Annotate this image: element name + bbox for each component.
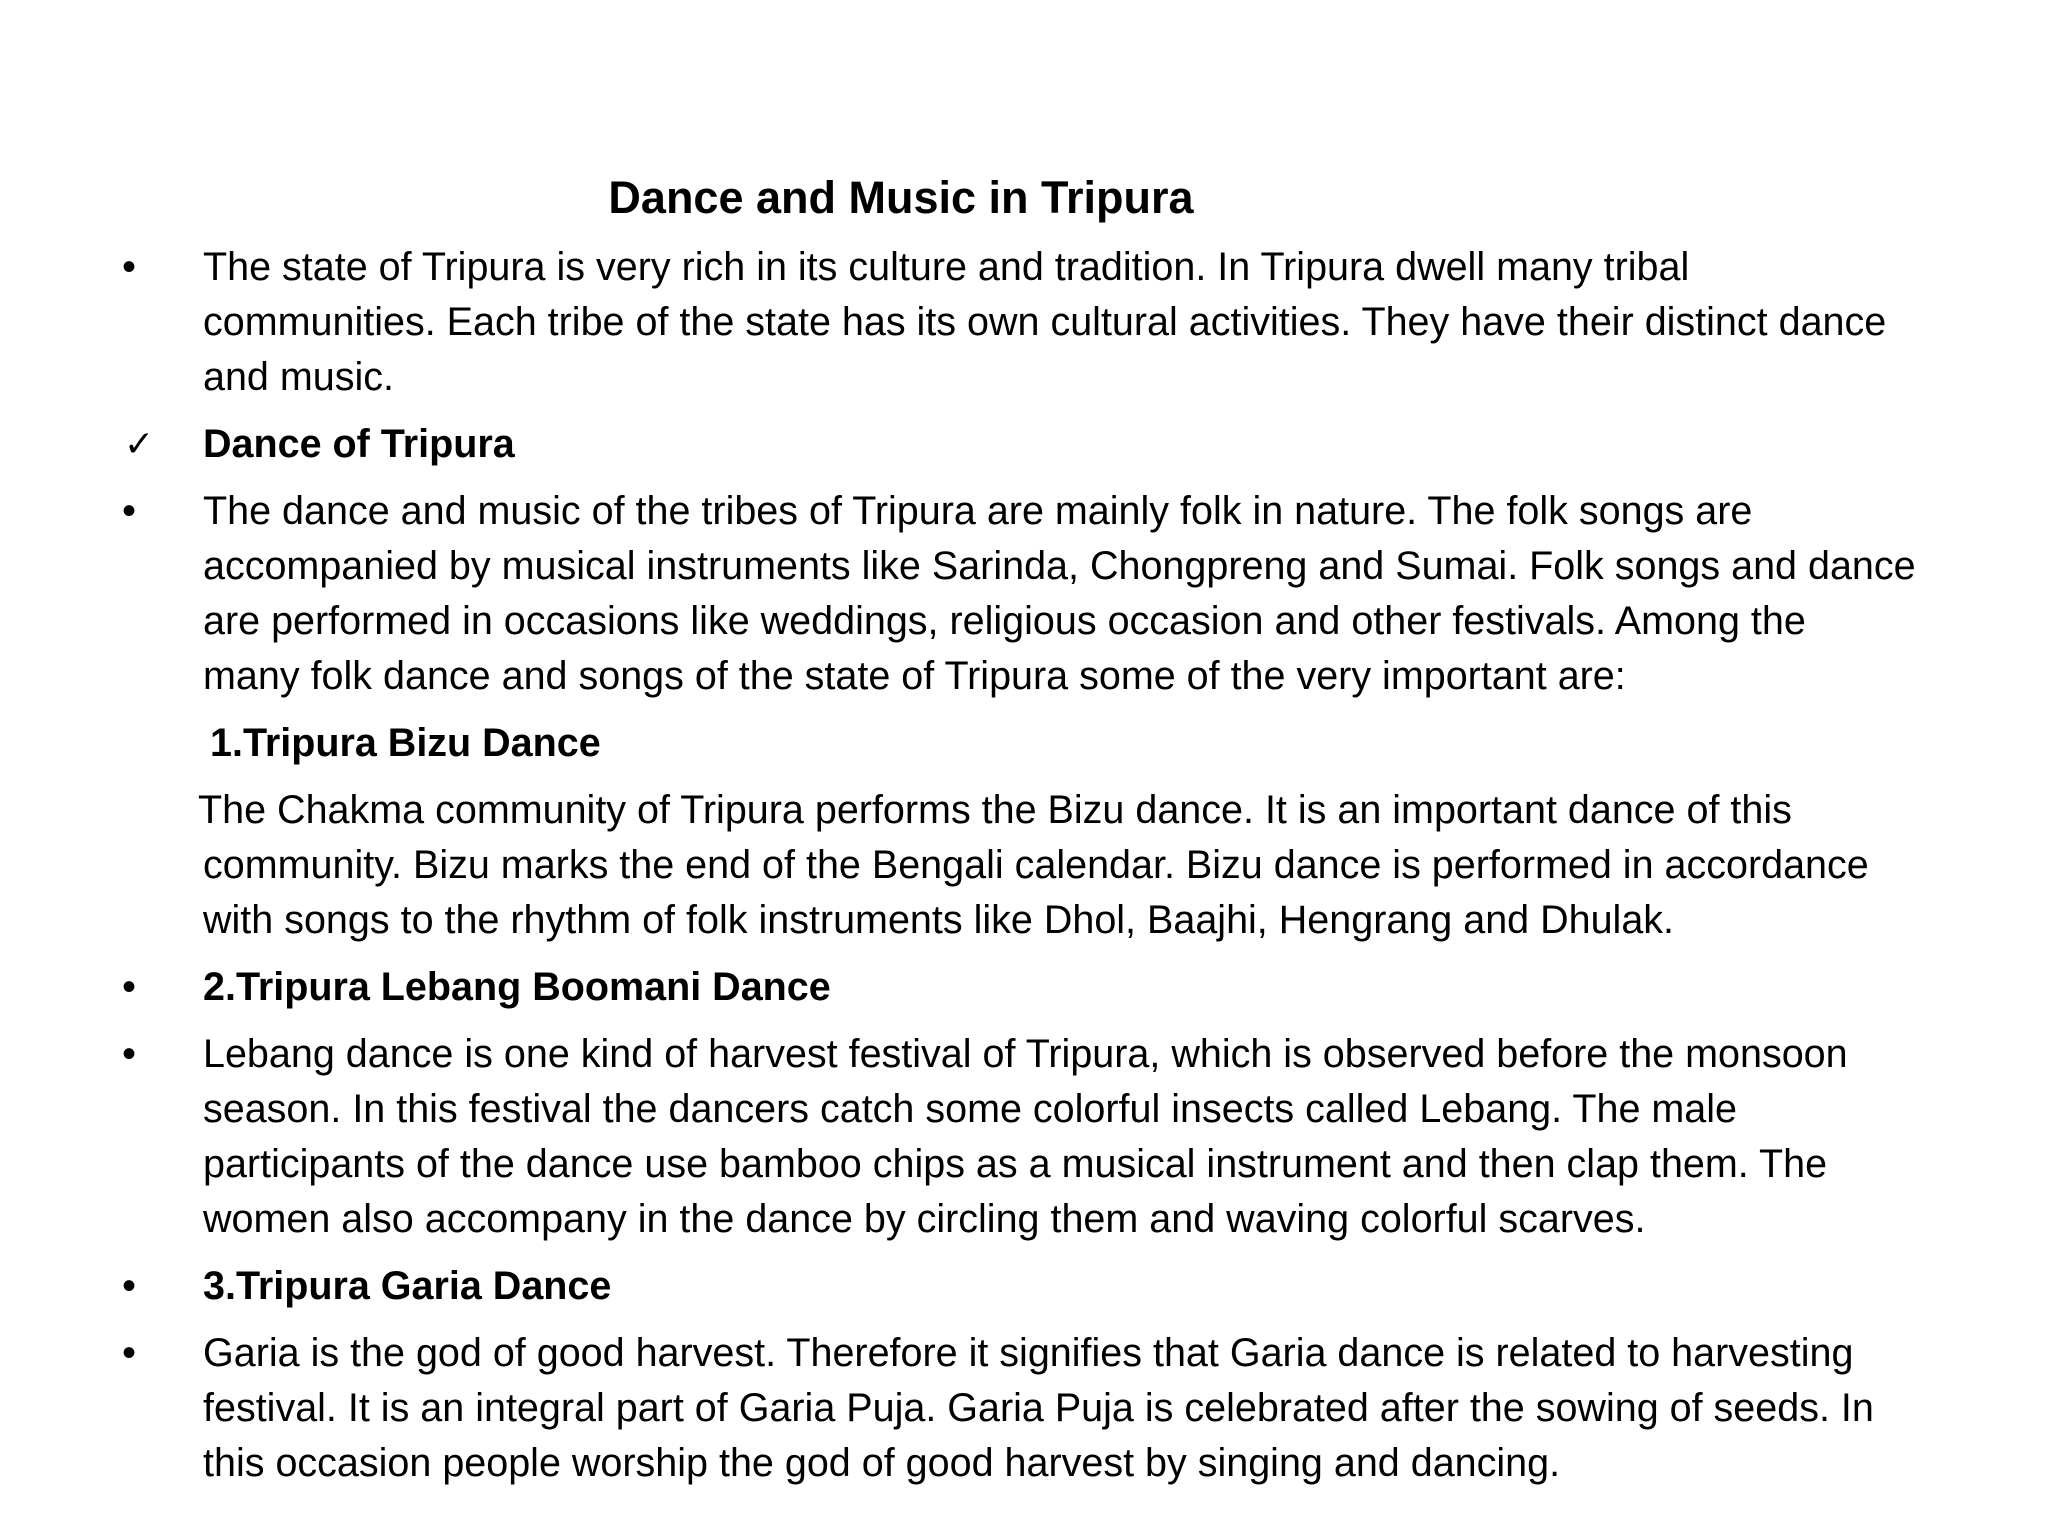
paragraph-line: accompanied by musical instruments like Sarinda, Chongpreng and Sumai. Folk songs and dance (203, 544, 1916, 588)
paragraph-line: this occasion people worship the god of good harvest by singing and dancing. (203, 1441, 1561, 1485)
slide-title: Dance and Music in Tripura (608, 172, 1194, 223)
intro-paragraph (203, 240, 2023, 405)
bullet-icon: • (122, 1331, 137, 1375)
paragraph-line: communities. Each tribe of the state has its own cultural activities. They have their distinct dance (203, 300, 1887, 344)
paragraph-line: women also accompany in the dance by circling them and waving colorful scarves. (203, 1197, 1646, 1241)
section-heading: Dance of Tripura (203, 422, 515, 466)
lebang-heading: 2.Tripura Lebang Boomani Dance (203, 965, 831, 1009)
paragraph-line: Garia is the god of good harvest. Therefore it signifies that Garia dance is related to harvesting (203, 1331, 1854, 1375)
paragraph-line: community. Bizu marks the end of the Bengali calendar. Bizu dance is performed in accordance (203, 843, 1869, 887)
paragraph-line: The dance and music of the tribes of Tripura are mainly folk in nature. The folk songs are (203, 489, 1753, 533)
paragraph-line: and music. (203, 355, 395, 399)
paragraph-line: participants of the dance use bamboo chips as a musical instrument and then clap them. The (203, 1142, 1828, 1186)
checkmark-icon: ✓ (124, 424, 155, 465)
bizu-paragraph (198, 783, 2023, 948)
bizu-heading: 1.Tripura Bizu Dance (210, 721, 601, 765)
paragraph-line: The state of Tripura is very rich in its culture and tradition. In Tripura dwell many tribal (203, 245, 1690, 289)
paragraph-line: are performed in occasions like weddings, religious occasion and other festivals. Among the (203, 599, 1806, 643)
paragraph-line: season. In this festival the dancers catch some colorful insects called Lebang. The male (203, 1087, 1738, 1131)
bullet-icon: • (122, 489, 137, 533)
overview-paragraph (203, 484, 2023, 704)
lebang-paragraph (203, 1027, 2023, 1247)
bullet-icon: • (122, 245, 137, 289)
paragraph-line: Lebang dance is one kind of harvest festival of Tripura, which is observed before the monsoon (203, 1032, 1848, 1076)
garia-paragraph (203, 1326, 2023, 1491)
bullet-icon: • (122, 965, 137, 1009)
garia-heading: 3.Tripura Garia Dance (203, 1264, 612, 1308)
paragraph-line: many folk dance and songs of the state of Tripura some of the very important are: (203, 654, 1626, 698)
bullet-icon: • (122, 1264, 137, 1308)
paragraph-line: with songs to the rhythm of folk instruments like Dhol, Baajhi, Hengrang and Dhulak. (203, 898, 1675, 942)
paragraph-line: festival. It is an integral part of Garia Puja. Garia Puja is celebrated after the sowing of seeds. In (203, 1386, 1874, 1430)
paragraph-line: The Chakma community of Tripura performs the Bizu dance. It is an important dance of this (198, 788, 1792, 832)
bullet-icon: • (122, 1032, 137, 1076)
